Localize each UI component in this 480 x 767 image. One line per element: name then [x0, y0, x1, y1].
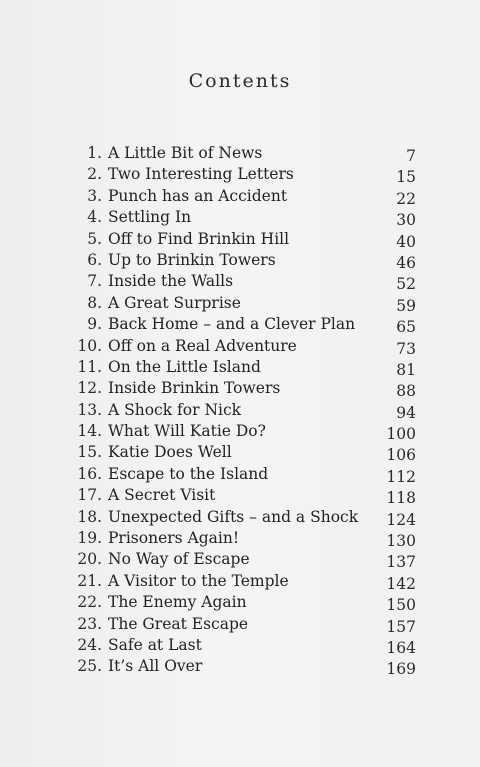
chapter-title: Escape to the Island	[108, 464, 269, 483]
chapter-page-number: 118	[386, 489, 416, 508]
chapter-page-number: 169	[386, 660, 416, 679]
chapter-number: 11.	[77, 357, 102, 376]
chapter-number: 2.	[87, 165, 102, 184]
toc-row	[76, 186, 416, 207]
chapter-page-number: 59	[396, 296, 416, 315]
chapter-page-number: 46	[396, 253, 416, 272]
chapter-page-number: 157	[386, 617, 416, 636]
chapter-title: Prisoners Again!	[108, 529, 240, 548]
chapter-page-number: 30	[396, 211, 416, 230]
chapter-page-number: 22	[396, 189, 416, 208]
chapter-page-number: 81	[396, 360, 416, 379]
toc-row	[76, 614, 416, 635]
chapter-title: On the Little Island	[108, 357, 261, 376]
chapter-number: 7.	[87, 272, 102, 291]
chapter-title: It’s All Over	[108, 657, 203, 676]
toc-row	[76, 571, 416, 592]
chapter-title: Back Home – and a Clever Plan	[108, 315, 356, 334]
chapter-title: The Great Escape	[108, 614, 249, 633]
toc-row	[76, 229, 416, 250]
chapter-page-number: 112	[386, 467, 416, 486]
chapter-number: 6.	[87, 250, 102, 269]
page-title: Contents	[188, 70, 292, 92]
toc-row	[76, 421, 416, 442]
chapter-number: 20.	[77, 550, 102, 569]
chapter-number: 25.	[77, 657, 102, 676]
chapter-number: 13.	[77, 400, 102, 419]
chapter-page-number: 52	[396, 275, 416, 294]
chapter-page-number: 106	[386, 446, 416, 465]
toc-row	[76, 592, 416, 613]
chapter-number: 9.	[87, 315, 102, 334]
chapter-title: Inside the Walls	[108, 272, 234, 291]
chapter-title: Two Interesting Letters	[108, 165, 294, 184]
chapter-title: Off to Find Brinkin Hill	[108, 229, 290, 248]
chapter-number: 15.	[77, 443, 102, 462]
chapter-number: 10.	[77, 336, 102, 355]
chapter-number: 23.	[77, 614, 102, 633]
chapter-page-number: 130	[386, 532, 416, 551]
chapter-page-number: 88	[396, 382, 416, 401]
chapter-page-number: 40	[396, 232, 416, 251]
chapter-page-number: 150	[386, 596, 416, 615]
chapter-title: A Shock for Nick	[108, 400, 242, 419]
toc-row	[76, 549, 416, 570]
chapter-number: 18.	[77, 507, 102, 526]
chapter-page-number: 94	[396, 403, 416, 422]
toc-row	[76, 164, 416, 185]
chapter-number: 17.	[77, 486, 102, 505]
toc-row	[76, 143, 416, 164]
chapter-title: Katie Does Well	[108, 443, 232, 462]
toc-row	[76, 250, 416, 271]
chapter-number: 16.	[77, 464, 102, 483]
chapter-number: 24.	[77, 635, 102, 654]
toc-row	[76, 336, 416, 357]
toc-row	[76, 442, 416, 463]
chapter-number: 14.	[77, 422, 102, 441]
chapter-page-number: 164	[386, 638, 416, 657]
chapter-title: Up to Brinkin Towers	[108, 250, 276, 269]
toc-row	[76, 207, 416, 228]
chapter-page-number: 15	[396, 168, 416, 187]
chapter-title: A Secret Visit	[108, 486, 216, 505]
chapter-title: Safe at Last	[108, 635, 202, 654]
chapter-page-number: 73	[396, 339, 416, 358]
chapter-page-number: 7	[406, 147, 416, 165]
toc-row	[76, 528, 416, 549]
toc-row	[76, 357, 416, 378]
toc-row	[76, 400, 416, 421]
chapter-page-number: 142	[386, 574, 416, 593]
chapter-number: 12.	[77, 379, 102, 398]
toc-row	[76, 314, 416, 335]
toc-row	[76, 656, 416, 677]
table-of-contents	[76, 143, 416, 678]
chapter-title: No Way of Escape	[108, 550, 250, 569]
chapter-title: Off on a Real Adventure	[108, 336, 297, 355]
chapter-number: 5.	[87, 229, 102, 248]
chapter-number: 19.	[77, 529, 102, 548]
toc-row	[76, 271, 416, 292]
chapter-title: A Visitor to the Temple	[108, 571, 289, 590]
chapter-title: A Little Bit of News	[108, 144, 263, 162]
chapter-number: 21.	[77, 571, 102, 590]
chapter-page-number: 137	[386, 553, 416, 572]
chapter-number: 3.	[87, 186, 102, 205]
chapter-page-number: 100	[386, 425, 416, 444]
chapter-number: 4.	[87, 208, 102, 227]
chapter-number: 8.	[87, 293, 102, 312]
toc-row	[76, 464, 416, 485]
chapter-title: Unexpected Gifts – and a Shock	[108, 507, 359, 526]
chapter-title: What Will Katie Do?	[108, 422, 266, 441]
chapter-title: The Enemy Again	[108, 593, 247, 612]
chapter-title: Inside Brinkin Towers	[108, 379, 281, 398]
chapter-number: 1.	[87, 144, 102, 162]
toc-row	[76, 507, 416, 528]
toc-row	[76, 378, 416, 399]
chapter-title: Settling In	[108, 208, 192, 227]
toc-row	[76, 485, 416, 506]
chapter-page-number: 124	[386, 510, 416, 529]
chapter-title: Punch has an Accident	[108, 186, 288, 205]
chapter-title: A Great Surprise	[108, 293, 241, 312]
toc-row	[76, 293, 416, 314]
toc-row	[76, 635, 416, 656]
chapter-page-number: 65	[396, 318, 416, 337]
chapter-number: 22.	[77, 593, 102, 612]
